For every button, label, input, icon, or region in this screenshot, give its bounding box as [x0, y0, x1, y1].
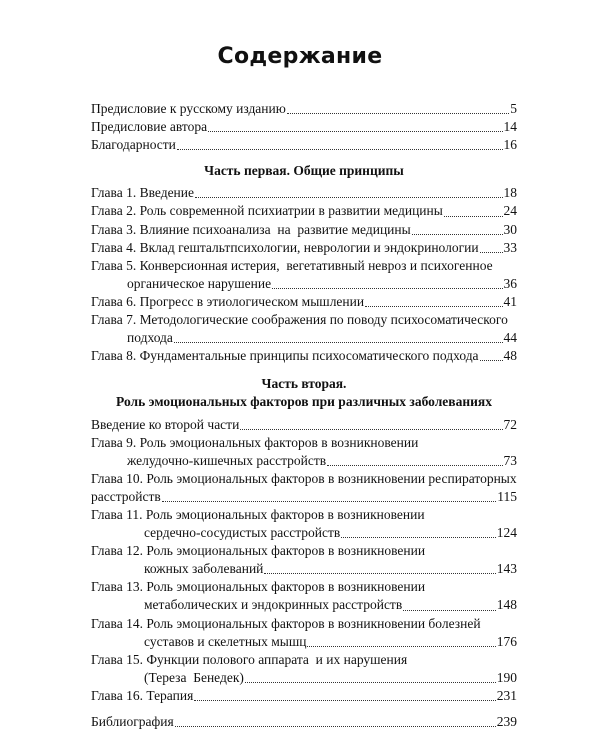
entry-label-line1: Глава 13. Роль эмоциональных факторов в возникновении — [91, 579, 426, 595]
entry-page: 176 — [496, 633, 517, 649]
entry-label-line2: кожных заболеваний — [144, 561, 264, 577]
entry-label-line2: органическое нарушение — [127, 275, 272, 291]
toc-entry-chapter-7[interactable] — [91, 311, 517, 347]
entry-label-line2: желудочно-кишечных расстройств — [127, 452, 327, 468]
page-title: Содержание — [217, 44, 383, 69]
toc-entry-chapter-4[interactable] — [91, 239, 517, 257]
entry-page: 36 — [503, 275, 517, 291]
entry-label-line1: Глава 9. Роль эмоциональных факторов в возникновении — [91, 434, 419, 450]
toc-entry-chapter-3[interactable] — [91, 221, 517, 239]
dot-leader — [480, 252, 503, 253]
entry-page: 148 — [496, 597, 517, 613]
entry-page: 143 — [496, 561, 517, 577]
entry-label-line1: Глава 15. Функции полового аппарата и их нарушения — [91, 651, 408, 667]
dot-leader — [412, 234, 503, 235]
entry-label: Глава 2. Роль современной психиатрии в развитии медицины — [91, 203, 443, 219]
dot-leader — [307, 646, 495, 647]
part-one-heading: Часть первая. Общие принципы — [204, 163, 404, 179]
toc-entry-chapter-13[interactable] — [91, 578, 517, 614]
dot-leader — [177, 149, 503, 150]
part-two-heading: Часть вторая. — [261, 376, 347, 392]
entry-page: 33 — [503, 239, 517, 255]
dot-leader — [327, 465, 502, 466]
toc-entry-chapter-1[interactable] — [91, 184, 517, 202]
toc-entry-acknowledgements[interactable] — [91, 136, 517, 154]
entry-label: Глава 6. Прогресс в этиологическом мышлении — [91, 293, 365, 309]
entry-page: 231 — [496, 687, 517, 703]
toc-entry-chapter-14[interactable] — [91, 615, 517, 651]
entry-label-line2: суставов и скелетных мышц — [144, 633, 307, 649]
dot-leader — [175, 726, 496, 727]
entry-label: Глава 8. Фундаментальные принципы психосоматического подхода — [91, 348, 479, 364]
entry-label-line2: расстройств — [91, 488, 161, 504]
entry-label-line2: (Тереза Бенедек) — [144, 669, 244, 685]
part-two-subheading: Роль эмоциональных факторов при различных заболеваниях — [116, 394, 492, 410]
toc-entry-chapter-16[interactable] — [91, 687, 517, 705]
entry-label-line1: Глава 7. Методологические соображения по поводу психосоматического — [91, 312, 508, 328]
entry-label-line1: Глава 12. Роль эмоциональных факторов в возникновении — [91, 543, 426, 559]
table-of-contents — [91, 100, 517, 731]
entry-label: Глава 1. Введение — [91, 185, 194, 201]
entry-page: 73 — [503, 452, 517, 468]
toc-entry-chapter-15[interactable] — [91, 651, 517, 687]
dot-leader — [287, 113, 509, 114]
entry-label-line1: Глава 11. Роль эмоциональных факторов в возникновении — [91, 506, 425, 522]
entry-label: Глава 3. Влияние психоанализа на развитие медицины — [91, 221, 411, 237]
dot-leader — [272, 288, 502, 289]
entry-label-line1: Глава 5. Конверсионная истерия, вегетативный невроз и психогенное — [91, 257, 493, 273]
dot-leader — [195, 197, 503, 198]
entry-page: 5 — [510, 101, 517, 116]
dot-leader — [240, 429, 502, 430]
toc-entry-chapter-10[interactable] — [91, 470, 517, 506]
entry-page: 190 — [496, 669, 517, 685]
toc-entry-chapter-11[interactable] — [91, 506, 517, 542]
dot-leader — [194, 700, 495, 701]
entry-page: 41 — [503, 293, 517, 309]
dot-leader — [444, 216, 503, 217]
dot-leader — [264, 573, 495, 574]
entry-page: 72 — [503, 416, 517, 432]
dot-leader — [208, 131, 502, 132]
toc-entry-chapter-6[interactable] — [91, 293, 517, 311]
entry-label: Глава 4. Вклад гештальтпсихологии, неврологии и эндокринологии — [91, 239, 479, 255]
entry-page: 44 — [503, 330, 517, 346]
entry-page: 48 — [503, 348, 517, 364]
toc-entry-chapter-9[interactable] — [91, 434, 517, 470]
entry-label: Предисловие автора — [91, 119, 208, 135]
toc-entry-chapter-12[interactable] — [91, 542, 517, 578]
entry-label: Глава 16. Терапия — [91, 687, 194, 703]
entry-page: 16 — [503, 137, 517, 153]
dot-leader — [480, 360, 503, 361]
entry-label: Благодарности — [91, 137, 176, 153]
dot-leader — [174, 342, 503, 343]
entry-label: Введение ко второй части — [91, 416, 240, 432]
toc-entry-bibliography[interactable] — [91, 713, 517, 731]
toc-entry-preface-author[interactable] — [91, 118, 517, 136]
dot-leader — [245, 682, 496, 683]
entry-label-line1: Глава 14. Роль эмоциональных факторов в возникновении болезней — [91, 615, 481, 631]
entry-label-line2: сердечно-сосудистых расстройств — [144, 525, 341, 541]
toc-entry-chapter-5[interactable] — [91, 257, 517, 293]
entry-page: 30 — [503, 221, 517, 237]
dot-leader — [341, 537, 495, 538]
toc-entry-preface-russian[interactable] — [91, 100, 517, 118]
entry-page: 24 — [503, 203, 517, 219]
toc-entry-chapter-2[interactable] — [91, 202, 517, 220]
dot-leader — [162, 501, 496, 502]
dot-leader — [403, 610, 496, 611]
entry-page: 124 — [496, 525, 517, 541]
entry-page: 115 — [497, 488, 517, 504]
entry-label-line1: Глава 10. Роль эмоциональных факторов в возникновении респираторных — [91, 470, 517, 486]
entry-label: Предисловие к русскому изданию — [91, 101, 286, 116]
toc-entry-chapter-8[interactable] — [91, 347, 517, 365]
entry-label: Библиография — [91, 714, 174, 729]
entry-label-line2: подхода — [127, 330, 173, 346]
toc-entry-part-two-intro[interactable] — [91, 416, 517, 434]
entry-page: 239 — [496, 714, 517, 729]
dot-leader — [365, 306, 502, 307]
entry-label-line2: метаболических и эндокринных расстройств — [144, 597, 403, 613]
entry-page: 18 — [503, 185, 517, 201]
entry-page: 14 — [503, 119, 517, 135]
